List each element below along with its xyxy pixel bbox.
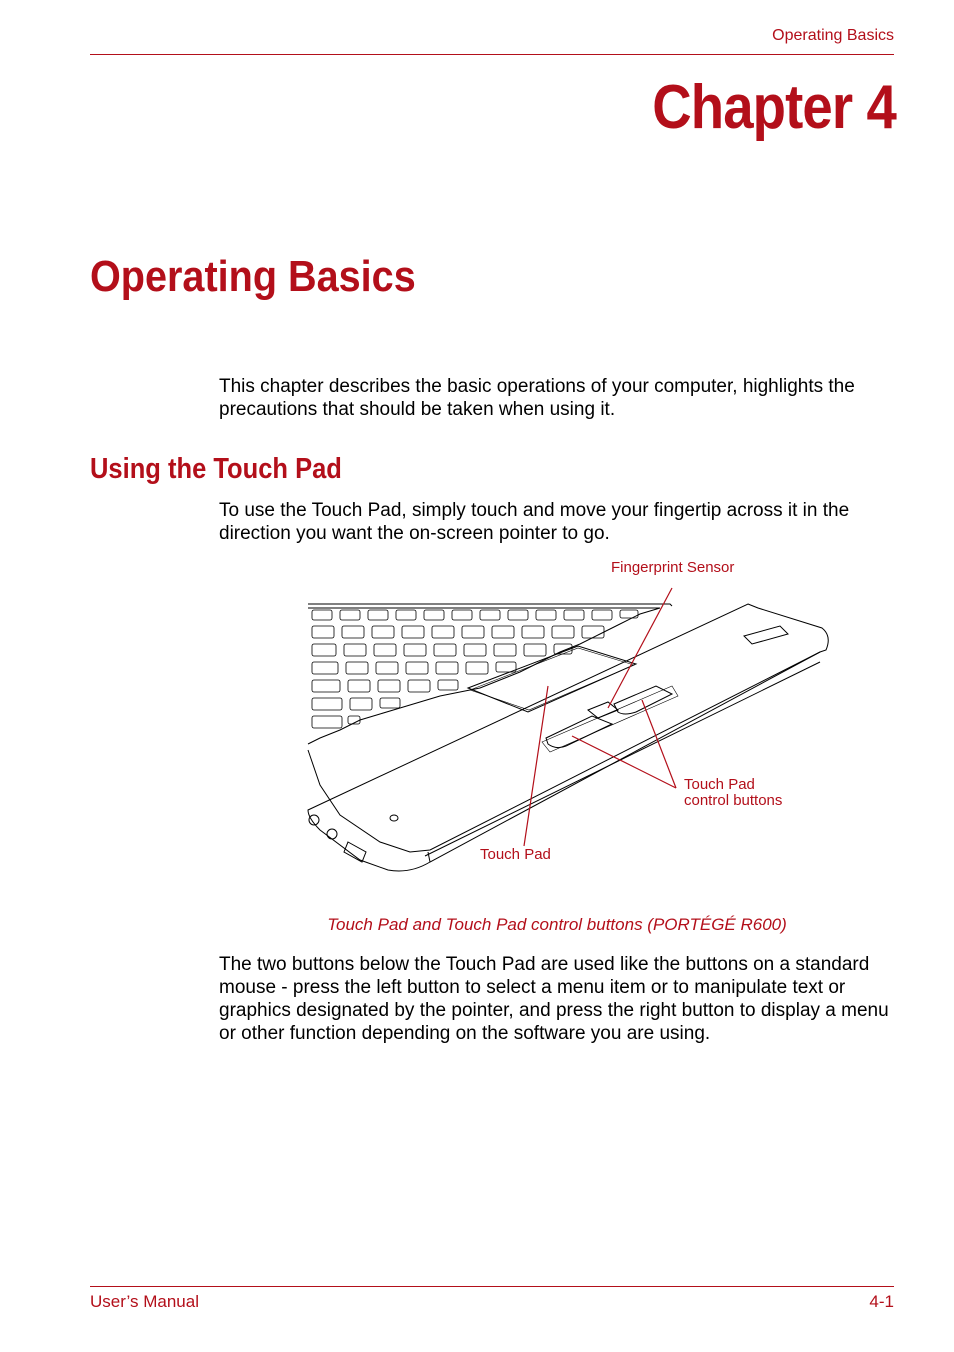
page-title: Operating Basics bbox=[90, 252, 416, 301]
footer-rule bbox=[90, 1286, 894, 1287]
buttons-paragraph: The two buttons below the Touch Pad are used like the buttons on a standard mouse - press the left button to select a menu item or to manipulate text or graphics designated by the pointer, and press the right button to display a menu or other function depending on the software you are using. bbox=[219, 954, 889, 1044]
section-heading: Using the Touch Pad bbox=[90, 453, 342, 485]
fingerprint-sensor-label: Fingerprint Sensor bbox=[611, 559, 735, 576]
control-buttons-label-line2: control buttons bbox=[684, 792, 783, 809]
intro-paragraph: This chapter describes the basic operations of your computer, highlights the precautions that should be taken when using it. bbox=[219, 376, 855, 420]
figure-caption: Touch Pad and Touch Pad control buttons (PORTÉGÉ R600) bbox=[327, 915, 787, 934]
header-rule bbox=[90, 54, 894, 55]
page-number: 4-1 bbox=[869, 1292, 894, 1311]
chapter-title: Chapter 4 bbox=[652, 73, 896, 142]
footer-manual-title: User’s Manual bbox=[90, 1292, 199, 1311]
touchpad-illustration bbox=[300, 580, 840, 880]
control-buttons-label-line1: Touch Pad bbox=[684, 776, 755, 793]
running-header: Operating Basics bbox=[772, 27, 894, 44]
touchpad-paragraph: To use the Touch Pad, simply touch and move your fingertip across it in the direction you want the on-screen pointer to go. bbox=[219, 500, 850, 544]
touch-pad-label: Touch Pad bbox=[480, 846, 551, 863]
